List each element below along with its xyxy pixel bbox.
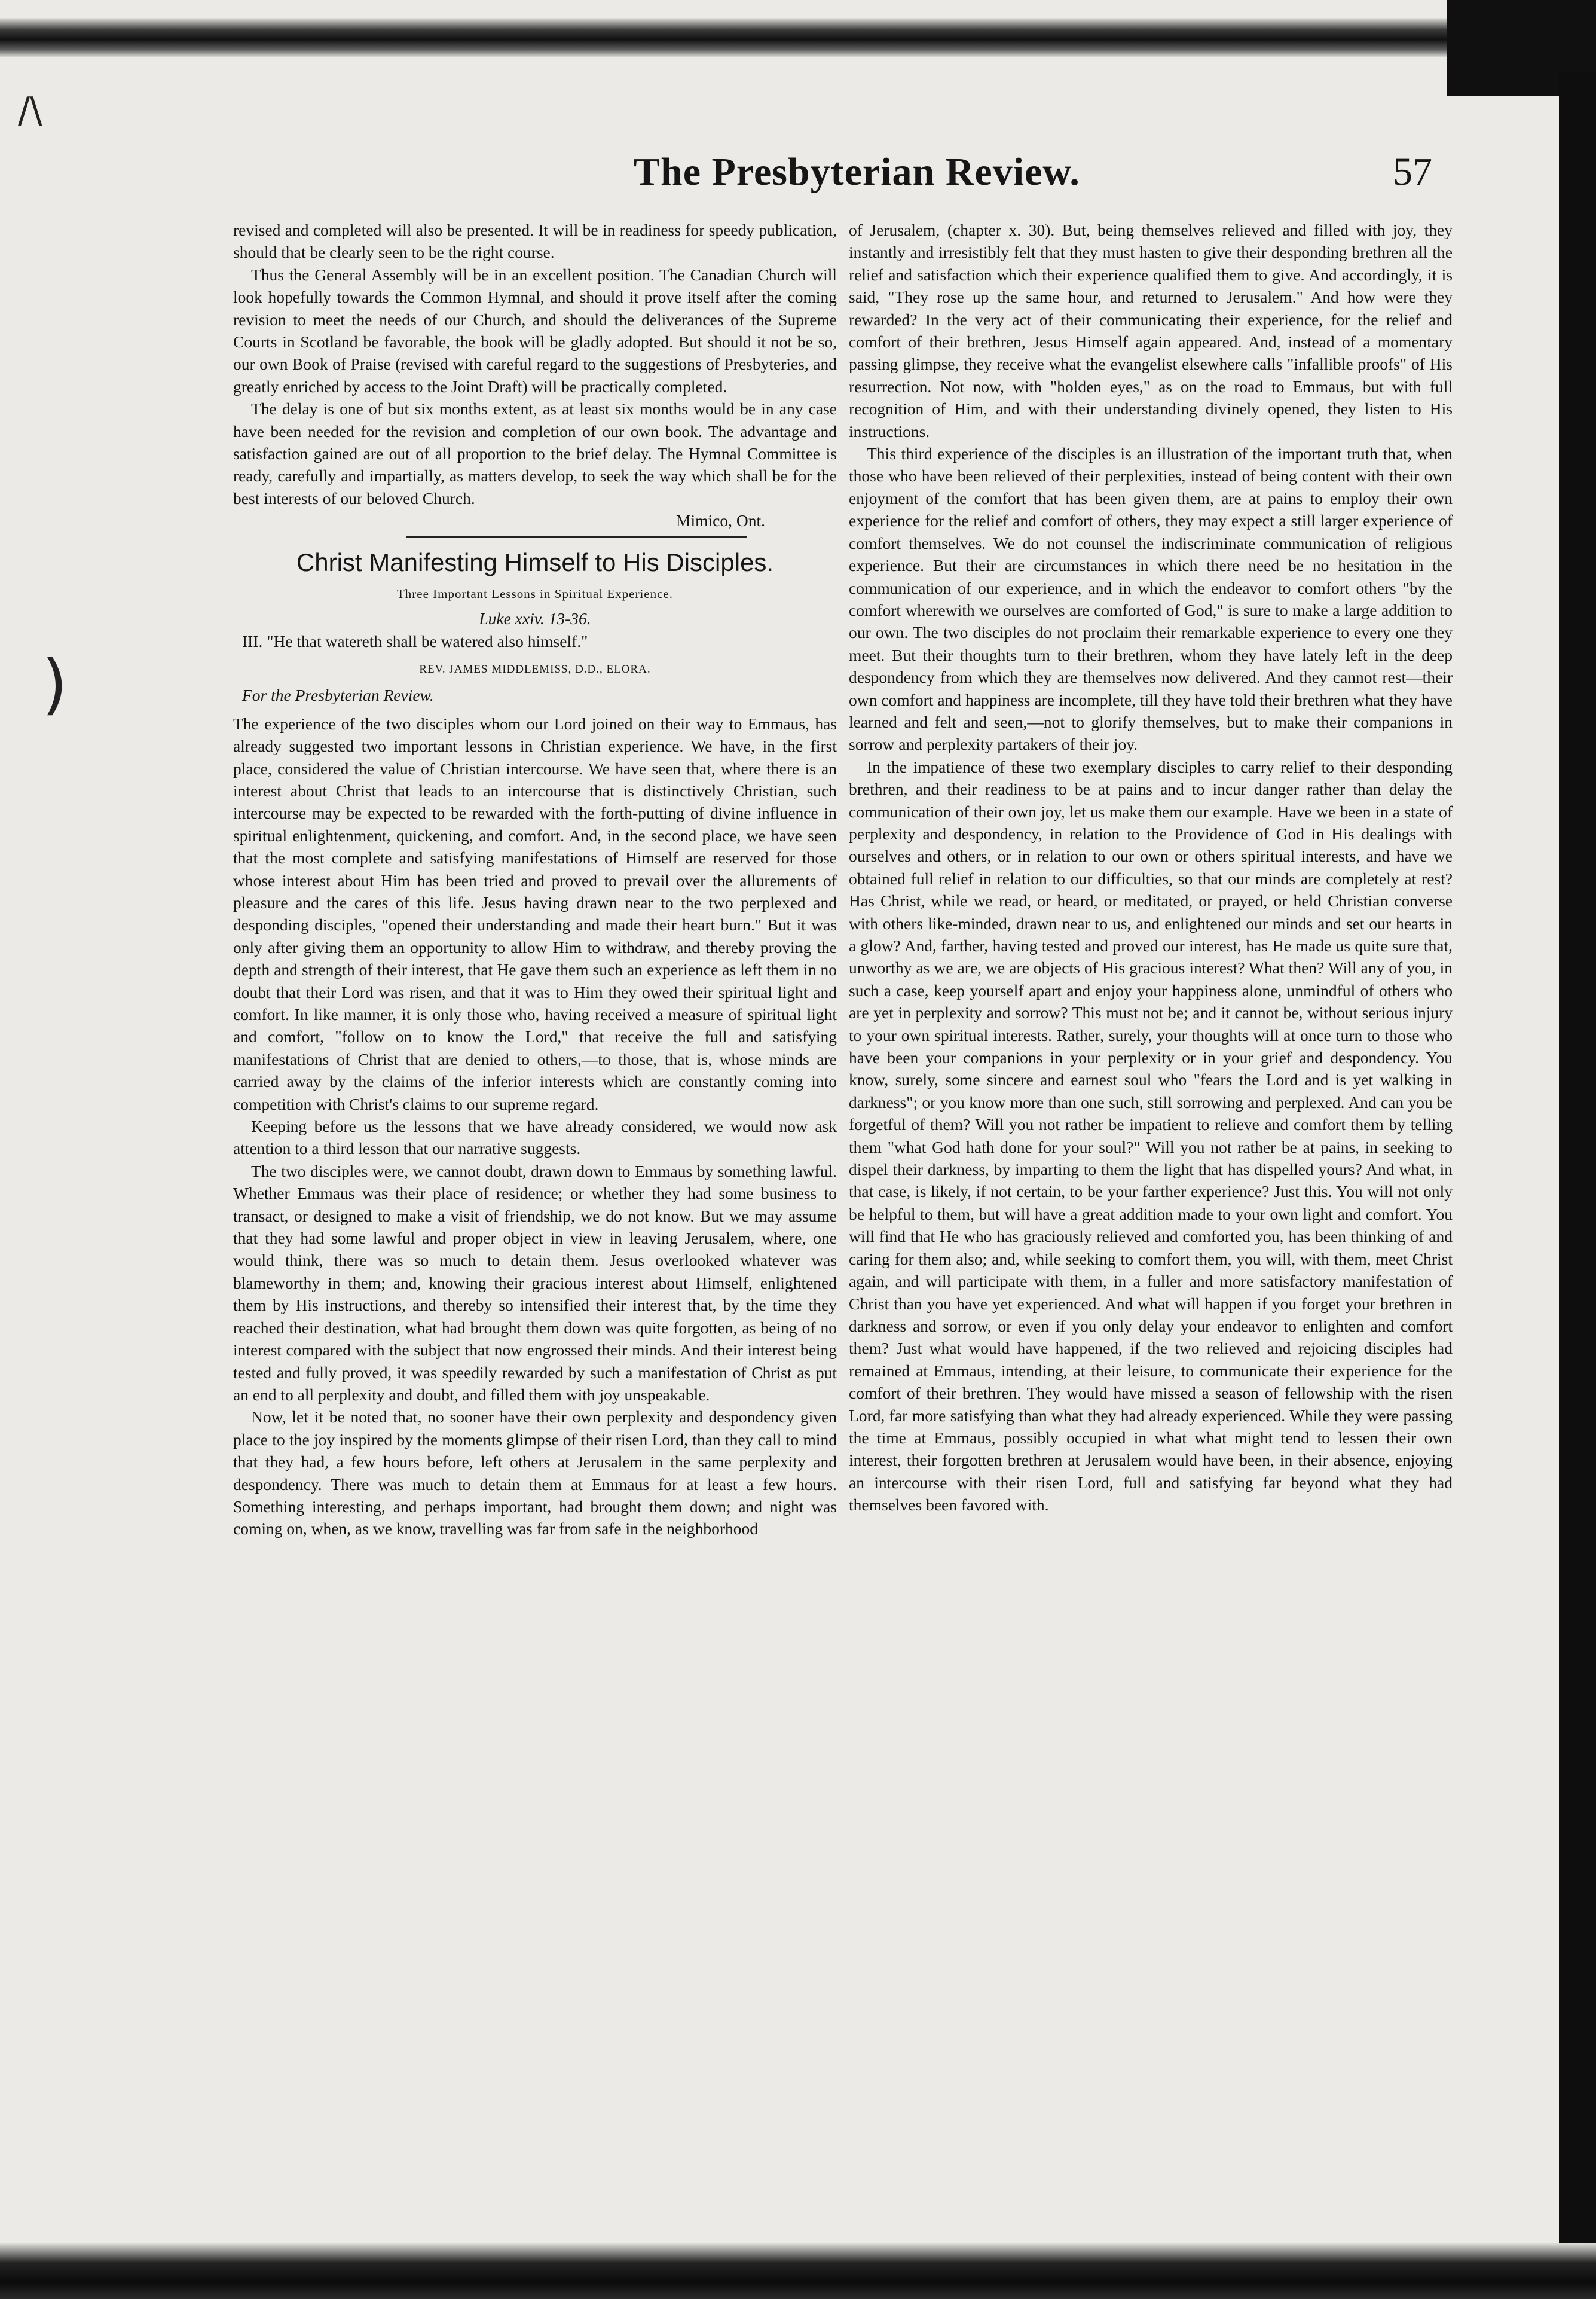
body-paragraph: The experience of the two disciples whom our Lord joined on their way to Emmaus, has already suggested two important lessons in Christian experience. We have, in the first place, considered the value of Christian intercourse. We have seen that, where there is an interest about Christ that leads to an intercourse that is distinctively Christian, such intercourse may be expected to be rewarded with the forth-putting of divine influence in spiritual enlightenment, quickening, and comfort. And, in the second place, we have seen that the most complete and satisfying manifestations of Himself are reserved for those whose interest about Him has been tried and proved to prevail over the allurements of pleasure and the cares of this life. Jesus having drawn near to the two perplexed and desponding disciples, "opened their understanding and made their heart burn." But it was only after giving them an opportunity to allow Him to withdraw, and thereby proving the depth and strength of their interest, that He gave them such an experience as left them in no doubt that their Lord was risen, and that it was to Him they owed their spiritual light and comfort. In like manner, it is only those who, having received a measure of spiritual light and comfort, "follow on to know the Lord," that receive the full and satisfying manifestations of Christ that are denied to others,—to those, that is, whose minds are carried away by the claims of the inferior interests which are constantly coming into competition with Christ's claims to our supreme regard.: [233, 714, 837, 1113]
left-column: [233, 219, 837, 1540]
body-paragraph: The two disciples were, we cannot doubt, drawn down to Emmaus by something lawful. Whether Emmaus was their place of residence; or whether they had some business to transact, or designed to make a visit of friendship, we do not know. But we may assume that they had some lawful and proper object in view in leaving Jerusalem, where, one would think, there was so much to detain them. Jesus overlooked whatever was blameworthy in them; and, knowing their gracious interest about Himself, enlightened them by His instructions, and thereby so intensified their interest that, by the time they reached their destination, what had brought them down was quite forgotten, as being of no interest compared with the subject that now engrossed their minds. And their interest being tested and fully proved, it was speedily rewarded by such a manifestation of Christ as put an end to all perplexity and doubt, and filled them with joy unspeakable.: [233, 1161, 837, 1404]
body-paragraph: Keeping before us the lessons that we have already considered, we would now ask attention to a third lesson that our narrative suggests.: [233, 1117, 837, 1158]
right-column: [849, 219, 1453, 1516]
page-number: 57: [1393, 150, 1432, 194]
margin-mark-top: /\: [18, 90, 42, 132]
article-signature: Mimico, Ont.: [676, 511, 765, 530]
running-header-title: The Presbyterian Review.: [634, 150, 1080, 194]
article-divider: [406, 536, 747, 538]
body-paragraph: Now, let it be noted that, no sooner have their own perplexity and despondency given place to the joy inspired by the moments glimpse of their risen Lord, than they call to mind that they had, a few hours before, left others at Jerusalem in the same perplexity and despondency. There was much to detain them at Emmaus for at least a few hours. Something interesting, and perhaps important, had brought them down; and night was coming on, when, as we know, travelling was far from safe in the neighborhood: [233, 1408, 837, 1538]
section-epigraph: III. "He that watereth shall be watered also himself.": [242, 631, 588, 651]
author-byline: REV. JAMES MIDDLEMISS, D.D., ELORA.: [419, 662, 651, 676]
body-paragraph: In the impatience of these two exemplary disciples to carry relief to their desponding brethren, and their readiness to be at pains and to incur danger rather than delay the communication of their own joy, let us make them our example. Have we been in a state of perplexity and despondency, in relation to the Providence of God in His dealings with ourselves and others, or in relation to our own or others spiritual interests, and have we obtained full relief in relation to our difficulties, so that our minds are completely at rest? Has Christ, while we read, or heard, or meditated, or prayed, or held Christian converse with others like-minded, drawn near to us, and enlightened our minds and set our hearts in a glow? And, farther, having tested and proved our interest, has He made us quite sure that, unworthy as we are, we are objects of His gracious interest? What then? Will any of you, in such a case, keep yourself apart and enjoy your happiness alone, unmindful of others who are yet in perplexity and sorrow? This must not be; and it cannot be, without serious injury to your own spiritual interests. Rather, surely, your thoughts will at once turn to those who have been your companions in your perplexity or in your grief and despondency. You know, surely, some sincere and earnest soul who "fears the Lord and is yet walking in darkness"; or you know more than one such, still sorrowing and perplexed. And can you be forgetful of them? Will you not rather be impatient to relieve and comfort them by telling them "what God hath done for your soul?" Will you not rather be at pains, in seeking to dispel their darkness, by imparting to them the light that has dispelled yours? And what, in that case, is likely, if not certain, to be your farther experience? Just this. You will not only be helpful to them, but will have a great addition made to your own light and comfort. You will find that He who has graciously relieved and comforted you, has been thinking of and caring for them also; and, while seeking to comfort them, you will, with them, meet Christ again, and will participate with them, in a fuller and more satisfactory manifestation of Christ than you have yet experienced. And what will happen if you forget your brethren in darkness and sorrow, or even if you only delay your endeavor to enlighten and comfort them? Just what would have happened, if the two relieved and rejoicing disciples had remained at Emmaus, intending, at their leisure, to communicate their experience for the comfort of their brethren. They would have missed a season of fellowship with the risen Lord, far more satisfying than what they had already experienced. While they were passing the time at Emmaus, possibly occupied in what what might tend to lessen their own interest, their forgotten brethren at Jerusalem would have been, in their absence, enjoying an intercourse with their risen Lord, full and satisfying far beyond what they had themselves been favored with.: [849, 757, 1453, 1515]
hymnal-paragraph: The delay is one of but six months extent, as at least six months would be in any case have been needed for the revision and completion of our own book. The advantage and satisfaction gained are out of all proportion to the brief delay. The Hymnal Committee is ready, carefully and impartially, as matters develop, to seek the way which shall be for the best interests of our beloved Church.: [233, 399, 837, 508]
scan-border-bottom: [0, 2243, 1596, 2299]
hymnal-paragraph: Thus the General Assembly will be in an excellent position. The Canadian Church will look hopefully towards the Common Hymnal, and should it prove itself after the coming revision to meet the needs of our Church, and should the deliverances of the Supreme Courts in Scotland be favorable, the book will be gladly adopted. But should it not be so, our own Book of Praise (revised with careful regard to the suggestions of Presbyteries, and greatly enriched by access to the Joint Draft) will be practically completed.: [233, 265, 837, 396]
scripture-reference: Luke xxiv. 13-36.: [479, 609, 591, 628]
body-paragraph: This third experience of the disciples is an illustration of the important truth that, when those who have been relieved of their perplexities, instead of being content with their own enjoyment of the comfort that has been given them, are at pains to employ their own experience for the relief and comfort of others, they may expect a still larger experience of comfort themselves. We do not counsel the indiscriminate communication of religious experience. But their are circumstances in which there need be no hesitation in the communication of our experience, and in which the endeavor to comfort others "by the comfort wherewith we ourselves are comforted of God," is sure to make a large addition to our own. The two disciples do not proclaim their remarkable experience to every one they meet. But their thoughts turn to their brethren, whom they have lately left in the deep despondency from which they are themselves now delivered. And they cannot rest—their own comfort and happiness are incomplete, till they have told their brethren what they have learned and felt and seen,—not to glorify themselves, but to make their companions in sorrow and perplexity partakers of their joy.: [849, 444, 1453, 754]
scan-border-right: [1559, 72, 1596, 2299]
scan-border-top: [0, 18, 1596, 57]
hymnal-paragraph: revised and completed will also be presented. It will be in readiness for speedy publication, should that be clearly seen to be the right course.: [233, 221, 837, 262]
margin-mark-middle: ): [42, 646, 68, 722]
source-line: For the Presbyterian Review.: [242, 686, 434, 705]
article-title: Christ Manifesting Himself to His Disciples.: [296, 548, 774, 576]
body-paragraph: of Jerusalem, (chapter x. 30). But, being themselves relieved and filled with joy, they instantly and irresistibly felt that they must hasten to give their desponding brethren all the relief and satisfaction which their experience qualified them to give. And accordingly, it is said, "They rose up the same hour, and returned to Jerusalem." And how were they rewarded? In the very act of their communicating their experience, for the relief and comfort of their brethren, Jesus Himself again appeared. And, instead of a momentary passing glimpse, they receive what the evangelist elsewhere calls "infallible proofs" of His resurrection. Not now, with "holden eyes," as on the road to Emmaus, but with full recognition of Him, and with their understanding divinely opened, they listen to His instructions.: [849, 221, 1453, 441]
article-subtitle: Three Important Lessons in Spiritual Experience.: [396, 586, 674, 601]
